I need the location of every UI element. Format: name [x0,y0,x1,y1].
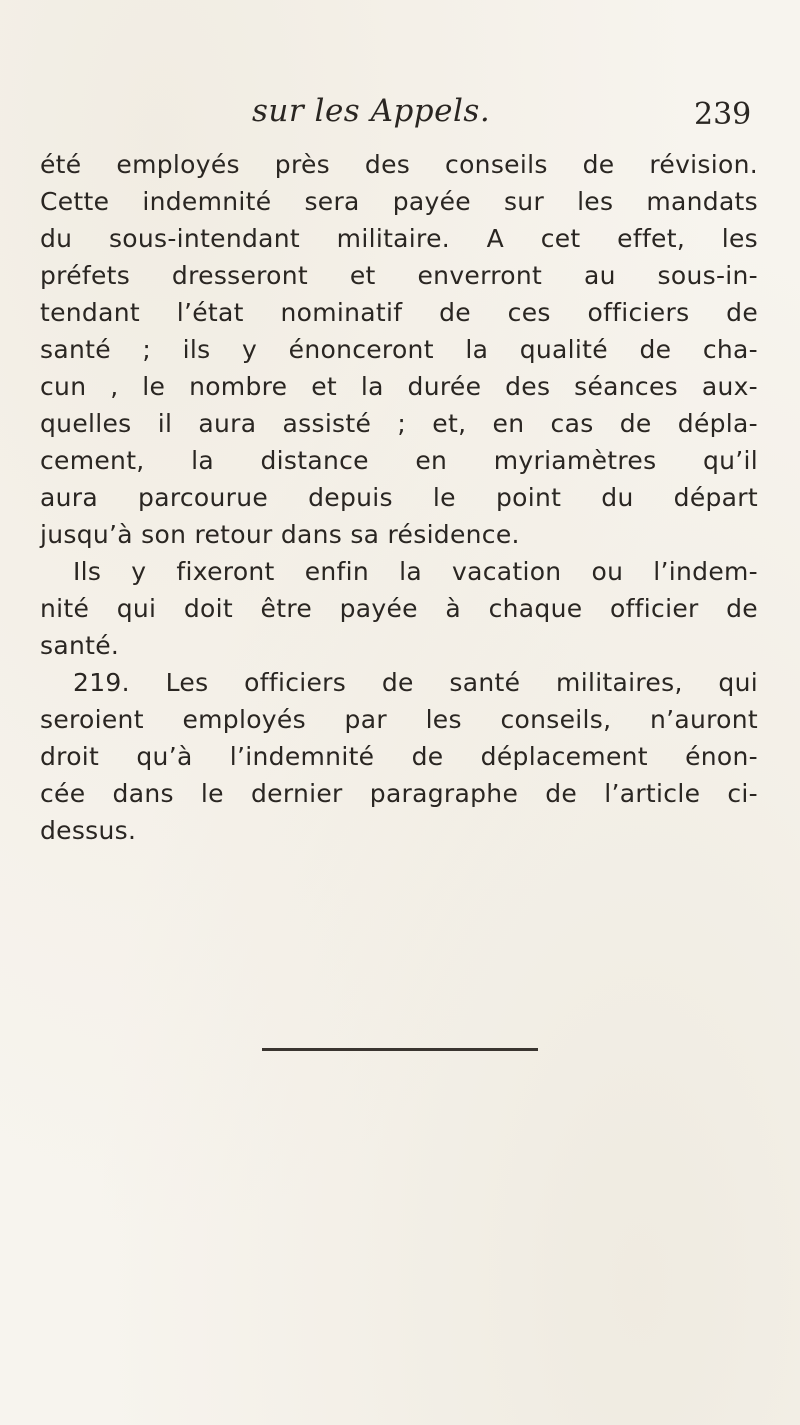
text-line: Cette indemnité sera payée sur les mandats [40,187,758,216]
text-line: seroient employés par les conseils, n’auront [40,705,758,734]
text-line: dessus. [40,816,137,845]
paragraph [40,553,758,664]
text-line: aura parcourue depuis le point du départ [40,483,758,512]
page-header [0,93,800,143]
text-line: cée dans le dernier paragraphe de l’article ci- [40,779,758,808]
text-line: Ils y fixeront enfin la vacation ou l’indem- [73,557,758,586]
paragraph [40,146,758,553]
text-line: santé ; ils y énonceront la qualité de cha- [40,335,758,364]
text-line: préfets dresseront et enverront au sous-in- [40,261,758,290]
text-line: été employés près des conseils de révision. [40,150,758,179]
text-line: cun , le nombre et la durée des séances aux- [40,372,758,401]
body-text [40,146,758,849]
section-rule [262,1048,538,1051]
text-line: nité qui doit être payée à chaque officier de [40,594,758,623]
text-line: jusqu’à son retour dans sa résidence. [40,520,520,549]
text-line: 219. Les officiers de santé militaires, qui [73,668,758,697]
text-line: quelles il aura assisté ; et, en cas de dépla- [40,409,758,438]
text-line: tendant l’état nominatif de ces officiers de [40,298,758,327]
text-line: droit qu’à l’indemnité de déplacement énon- [40,742,758,771]
text-line: cement, la distance en myriamètres qu’il [40,446,758,475]
text-line: santé. [40,631,120,660]
paragraph [40,664,758,849]
running-head: sur les Appels. [252,93,491,129]
page-number: 239 [694,97,752,132]
text-line: du sous-intendant militaire. A cet effet, les [40,224,758,253]
